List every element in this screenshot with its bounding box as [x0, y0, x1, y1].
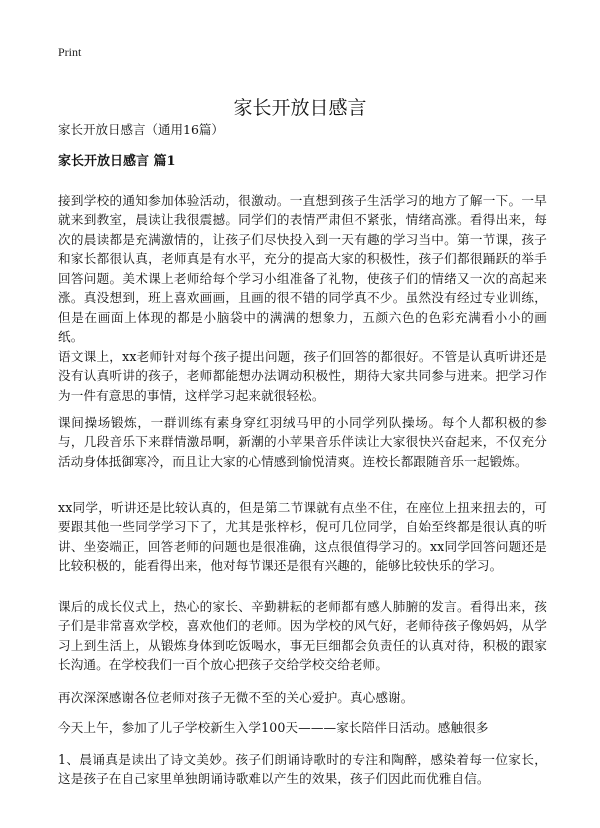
document-title: 家长开放日感言: [233, 96, 367, 119]
paragraph-3: 课间操场锻炼，一群训练有素身穿红羽绒马甲的小同学列队操场。每个人都积极的参与，几段音乐下来群情激昂啊，新潮的小苹果音乐伴读让大家很快兴奋起来，不仅充分活动身体抵御寒冷，而且让大家的心情感到愉悦清爽。连校长都跟随音乐一起锻炼。: [58, 414, 547, 469]
paragraph-5: 课后的成长仪式上，热心的家长、辛勤耕耘的老师都有感人肺腑的发言。看得出来，孩子们是非常喜欢学校，喜欢他们的老师。因为学校的风气好，老师待孩子像妈妈，从学习上到生活上，从锻炼身体到吃饭喝水，事无巨细都会负责任的认真对待，积极的跟家长沟通。在学校我们一百个放心把孩子交给学校交给老师。: [58, 598, 547, 673]
paragraph-4: xx同学，听讲还是比较认真的，但是第二节课就有点坐不住，在座位上扭来扭去的，可要跟其他一些同学学习下了，尤其是张梓杉，倪可几位同学，自始至终都是很认真的听讲、坐姿端正，回答老师的问题也是很准确，这点很值得学习的。xx同学回答问题还是比较积极的，能看得出来，他对每节课还是很有兴趣的，能够比较快乐的学习。: [58, 499, 547, 574]
paragraph-1: 接到学校的通知参加体验活动，很激动。一直想到孩子生活学习的地方了解一下。一早就来到教室，晨读让我很震撼。同学们的表情严肃但不紧张，情绪高涨。看得出来，每次的晨读都是充满激情的，让孩子们尽快投入到一天有趣的学习当中。第一节课，孩子和家长都很认真，老师真是有水平，充分的提高大家的积极性，孩子们都很踊跃的举手回答问题。美术课上老师给每个学习小组准备了礼物，使孩子们的情绪又一次的高起来涨。真没想到，班上喜欢画画，且画的很不错的同学真不少。虽然没有经过专业训练，但是在画面上体现的都是小脑袋中的满满的想象力，五颜六色的色彩充满看小小的画纸。: [58, 192, 547, 345]
document-subtitle: 家长开放日感言（通用16篇）: [58, 122, 224, 137]
section-heading: 家长开放日感言 篇1: [58, 154, 176, 169]
paragraph-8: 1、晨诵真是读出了诗文美妙。孩子们朗诵诗歌时的专注和陶醉，感染着每一位家长，这是孩子在自己家里单独朗诵诗歌难以产生的效果，孩子们因此而优雅自信。: [58, 751, 547, 787]
paragraph-7: 今天上午，参加了儿子学校新生入学100天———家长陪伴日活动。感触很多: [58, 719, 489, 735]
paragraph-2: 语文课上，xx老师针对每个孩子提出问题，孩子们回答的都很好。不管是认真听讲还是没有认真听讲的孩子，老师都能想办法调动积极性，期待大家共同参与进来。把学习作为一件有意思的事情，这样学习起来就很轻松。: [58, 348, 547, 403]
print-link[interactable]: Print: [58, 45, 82, 59]
paragraph-6: 再次深深感谢各位老师对孩子无微不至的关心爱护。真心感谢。: [58, 689, 414, 705]
